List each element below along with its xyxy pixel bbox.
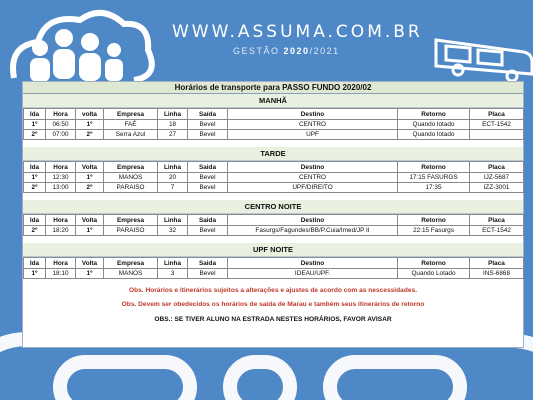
table-cell: Bevel xyxy=(188,130,228,140)
table-cell: 2º xyxy=(24,183,46,193)
column-header: Placa xyxy=(470,215,524,226)
column-header: Empresa xyxy=(104,215,158,226)
bus-icon xyxy=(436,40,532,81)
column-header: Retorno xyxy=(398,215,470,226)
header-subtitle xyxy=(233,46,340,56)
table-cell: Fasurgs/Fagundes/BB/P.Cuia/Imed/JP II xyxy=(228,226,398,236)
table-cell xyxy=(470,130,524,140)
column-header: Ida xyxy=(24,215,46,226)
subtitle-years: 2020 xyxy=(283,46,310,56)
table-cell: 7 xyxy=(158,183,188,193)
column-header: Saida xyxy=(188,215,228,226)
column-header: Hora xyxy=(46,162,76,173)
table-cell: 1º xyxy=(76,226,104,236)
column-header: Placa xyxy=(470,109,524,120)
sheet-title: Horários de transporte para PASSO FUNDO 2020/02 xyxy=(23,82,523,94)
table-cell: UPF xyxy=(228,130,398,140)
section-gap xyxy=(23,236,523,243)
column-header: volta xyxy=(76,109,104,120)
table-cell: Bevel xyxy=(188,226,228,236)
table-header-row xyxy=(24,162,524,173)
column-header: Hora xyxy=(46,258,76,269)
table-cell: 1º xyxy=(76,269,104,279)
table-cell: 2º xyxy=(76,130,104,140)
table-row xyxy=(24,120,524,130)
column-header: Empresa xyxy=(104,162,158,173)
table-header-row xyxy=(24,215,524,226)
column-header: Retorno xyxy=(398,109,470,120)
table-cell: PARAISO xyxy=(104,226,158,236)
table-cell: 18 xyxy=(158,120,188,130)
column-header: Linha xyxy=(158,258,188,269)
section-header: TARDE xyxy=(23,147,523,161)
table-cell: CENTRO xyxy=(228,173,398,183)
table-cell: Bevel xyxy=(188,120,228,130)
table-cell: Serra Azul xyxy=(104,130,158,140)
schedule-table xyxy=(23,108,524,140)
table-cell: IJZ-5687 xyxy=(470,173,524,183)
table-cell: 2º xyxy=(24,226,46,236)
table-cell: ECT-1542 xyxy=(470,120,524,130)
column-header: Placa xyxy=(470,162,524,173)
table-cell: 18:10 xyxy=(46,269,76,279)
table-row xyxy=(24,226,524,236)
table-cell: Quando Lotado xyxy=(398,269,470,279)
column-header: Volta xyxy=(76,215,104,226)
table-cell: 2º xyxy=(76,183,104,193)
table-cell: 17:15 FASURGS xyxy=(398,173,470,183)
table-cell: 3 xyxy=(158,269,188,279)
table-cell: Bevel xyxy=(188,183,228,193)
schedule-table xyxy=(23,214,524,236)
column-header: Ida xyxy=(24,258,46,269)
table-cell: Quando lotado xyxy=(398,120,470,130)
table-cell: MANOS xyxy=(104,173,158,183)
table-cell: IDEAU/UPF. xyxy=(228,269,398,279)
schedule-table xyxy=(23,257,524,279)
site-url[interactable]: WWW.ASSUMA.COM.BR xyxy=(172,22,423,42)
table-cell: 27 xyxy=(158,130,188,140)
table-cell: 2º xyxy=(24,130,46,140)
column-header: Linha xyxy=(158,109,188,120)
section-header: UPF NOITE xyxy=(23,243,523,257)
column-header: Destino xyxy=(228,162,398,173)
table-cell: PARAISO xyxy=(104,183,158,193)
section-header: MANHÃ xyxy=(23,94,523,108)
table-cell: 1º xyxy=(24,120,46,130)
column-header: Destino xyxy=(228,258,398,269)
table-cell: Quando lotado xyxy=(398,130,470,140)
table-cell: 22:15 Fasurgs xyxy=(398,226,470,236)
table-row xyxy=(24,183,524,193)
table-cell: UPF/DIREITO xyxy=(228,183,398,193)
note-departures: Obs. Devem ser obedecidos os horários de saída de Marau e também seus itinerários de retorno xyxy=(121,301,425,308)
table-cell: 1º xyxy=(76,173,104,183)
column-header: Ida xyxy=(24,162,46,173)
schedule-table xyxy=(23,161,524,193)
column-header: Linha xyxy=(158,215,188,226)
column-header: Retorno xyxy=(398,258,470,269)
section-gap xyxy=(23,193,523,200)
table-cell: ECT-1542 xyxy=(470,226,524,236)
table-cell: 20 xyxy=(158,173,188,183)
table-row xyxy=(24,269,524,279)
table-cell: 13:00 xyxy=(46,183,76,193)
column-header: Saida xyxy=(188,258,228,269)
table-cell: Bevel xyxy=(188,269,228,279)
table-cell: 12:30 xyxy=(46,173,76,183)
table-header-row xyxy=(24,109,524,120)
column-header: Retorno xyxy=(398,162,470,173)
table-cell: 07:00 xyxy=(46,130,76,140)
note-alterations: Obs. Horários e itinerários sujeitos a alterações e ajustes de acordo com as nescessidades. xyxy=(128,287,418,294)
schedule-sheet xyxy=(22,81,524,348)
column-header: Hora xyxy=(46,109,76,120)
table-cell: Bevel xyxy=(188,173,228,183)
note-student-road: OBS.: SE TIVER ALUNO NA ESTRADA NESTES HORÁRIOS, FAVOR AVISAR xyxy=(154,316,392,323)
table-header-row xyxy=(24,258,524,269)
section-gap xyxy=(23,140,523,147)
table-cell: 06:50 xyxy=(46,120,76,130)
column-header: Destino xyxy=(228,109,398,120)
table-cell: FAÉ xyxy=(104,120,158,130)
column-header: Hora xyxy=(46,215,76,226)
column-header: Empresa xyxy=(104,258,158,269)
column-header: Saida xyxy=(188,162,228,173)
table-cell: 1º xyxy=(24,173,46,183)
schedule-sections xyxy=(23,94,523,279)
column-header: Ida xyxy=(24,109,46,120)
table-row xyxy=(24,130,524,140)
table-cell: IZZ-3001 xyxy=(470,183,524,193)
table-cell: 18:20 xyxy=(46,226,76,236)
table-cell: 1º xyxy=(76,120,104,130)
table-row xyxy=(24,173,524,183)
column-header: Destino xyxy=(228,215,398,226)
subtitle-suffix: /2021 xyxy=(309,46,340,56)
table-cell: 17:35 xyxy=(398,183,470,193)
table-cell: 1º xyxy=(24,269,46,279)
column-header: Volta xyxy=(76,258,104,269)
section-header: CENTRO NOITE xyxy=(23,200,523,214)
column-header: Volta xyxy=(76,162,104,173)
column-header: Saída xyxy=(188,109,228,120)
subtitle-prefix: GESTÃO xyxy=(233,46,280,56)
table-cell: INS-6868 xyxy=(470,269,524,279)
table-cell: CENTRO xyxy=(228,120,398,130)
table-cell: MANOS xyxy=(104,269,158,279)
table-cell: 32 xyxy=(158,226,188,236)
column-header: Empresa xyxy=(104,109,158,120)
column-header: Placa xyxy=(470,258,524,269)
column-header: Linha xyxy=(158,162,188,173)
